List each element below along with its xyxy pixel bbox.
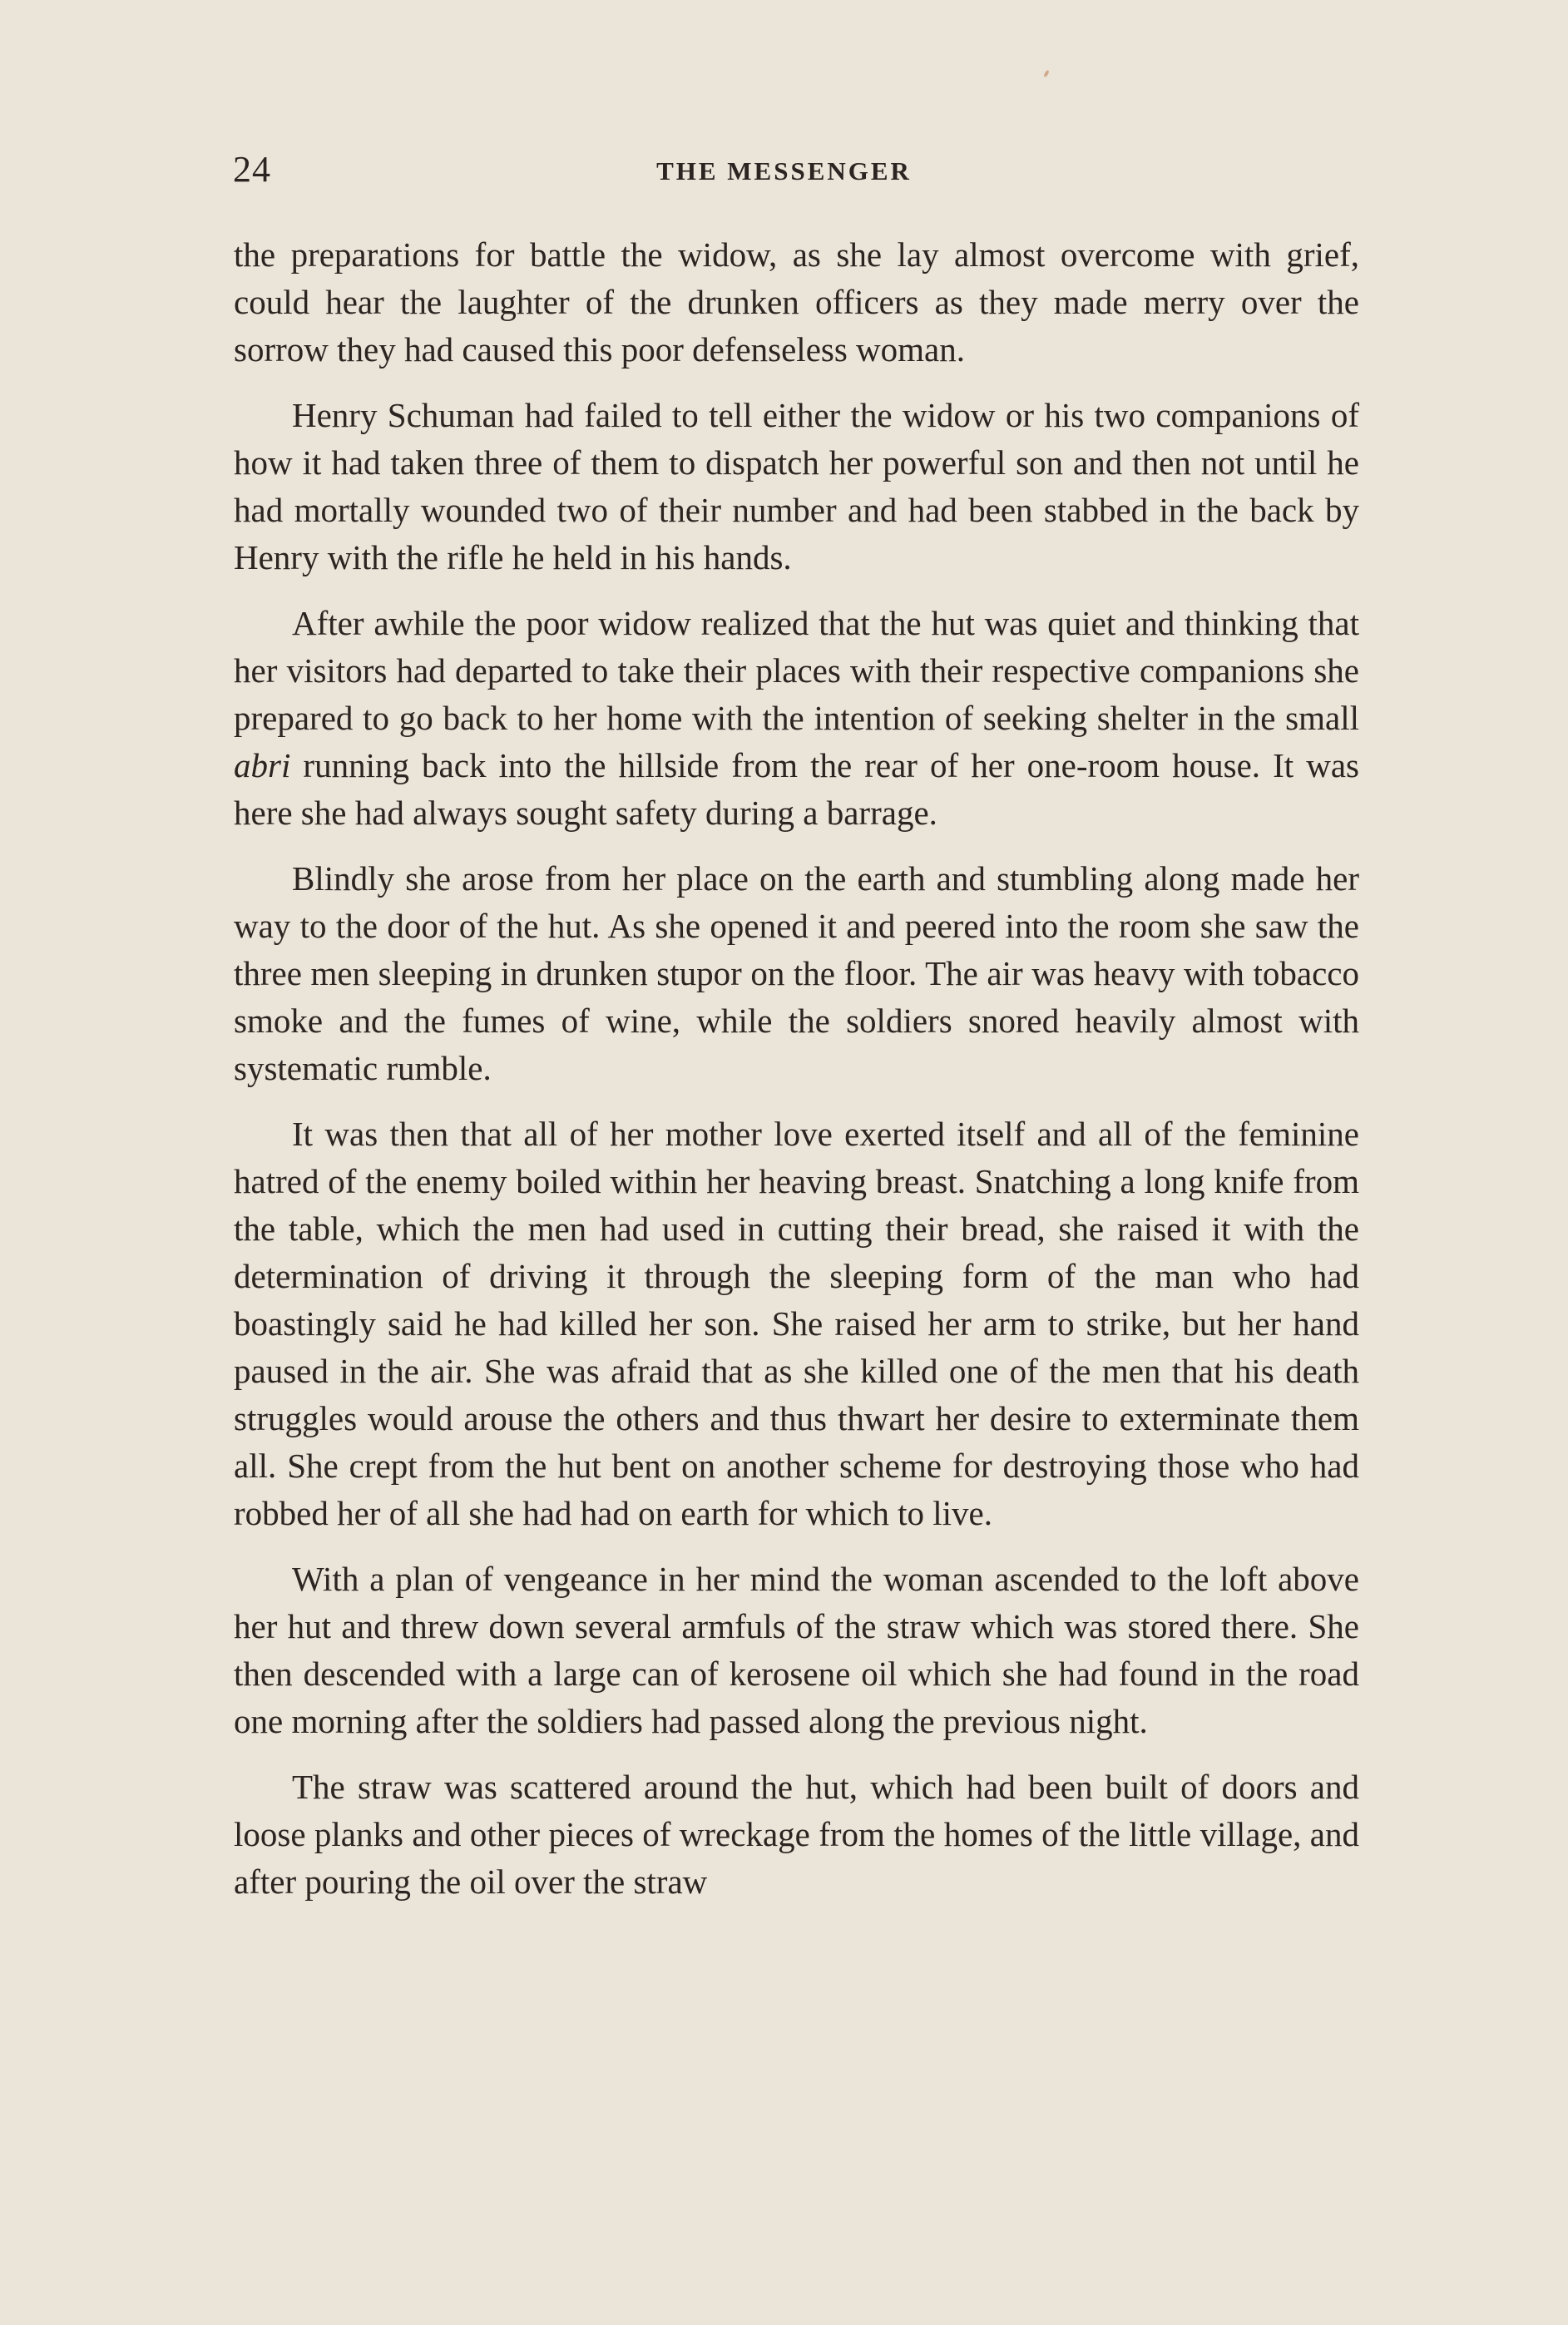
paragraph-4: Blindly she arose from her place on the earth and stumbling along made her way to the door of the hut. As she opened it and peered into the room she saw the three men sleeping in drunken stupor on the floor. The air was heavy with tobacco smoke and the fumes of wine, while the soldiers snored heavily almost with systematic rumble. bbox=[234, 859, 1359, 1087]
body-text bbox=[234, 231, 1359, 1906]
paper-speck bbox=[1043, 70, 1050, 78]
paragraph-7: The straw was scattered around the hut, which had been built of doors and loose planks and other pieces of wreckage from the homes of the little village, and after pouring the oil over the straw bbox=[234, 1768, 1359, 1901]
paragraph-5: It was then that all of her mother love exerted itself and all of the feminine hatred of the enemy boiled within her heaving breast. Snatching a long knife from the table, which the men had used in cutting their bread, she raised it with the determination of driving it through the sleeping form of the man who had boastingly said he had killed her son. She raised her arm to strike, but her hand paused in the air. She was afraid that as she killed one of the men that his death struggles would arouse the others and thus thwart her desire to exterminate them all. She crept from the hut bent on another scheme for destroying those who had robbed her of all she had had on earth for which to live. bbox=[234, 1115, 1359, 1532]
paragraph-6: With a plan of vengeance in her mind the woman ascended to the loft above her hut and threw down several armfuls of the straw which was stored there. She then descended with a large can of kerosene oil which she had found in the road one morning after the soldiers had passed along the previous night. bbox=[234, 1560, 1359, 1740]
running-head: THE MESSENGER bbox=[656, 156, 912, 186]
paragraph-3 bbox=[234, 600, 1359, 837]
paragraph-3-before: After awhile the poor widow realized that the hut was quiet and thinking that her visitors had departed to take their places with their respective companions she prepared to go back to her home with the intention of seeking shelter in the small bbox=[234, 604, 1359, 737]
paragraph-3-after: running back into the hillside from the rear of her one-room house. It was here she had always sought safety during a barrage. bbox=[234, 746, 1359, 832]
paragraph-1: the preparations for battle the widow, as she lay almost overcome with grief, could hear the laughter of the drunken officers as they made merry over the sorrow they had caused this poor defenseless woman. bbox=[234, 235, 1359, 369]
paragraph-3-italic-word: abri bbox=[234, 746, 291, 784]
paragraph-2: Henry Schuman had failed to tell either the widow or his two companions of how it had taken three of them to dispatch her powerful son and then not until he had mortally wounded two of their number and had been stabbed in the back by Henry with the rifle he held in his hands. bbox=[234, 396, 1359, 576]
page-number: 24 bbox=[233, 149, 271, 190]
